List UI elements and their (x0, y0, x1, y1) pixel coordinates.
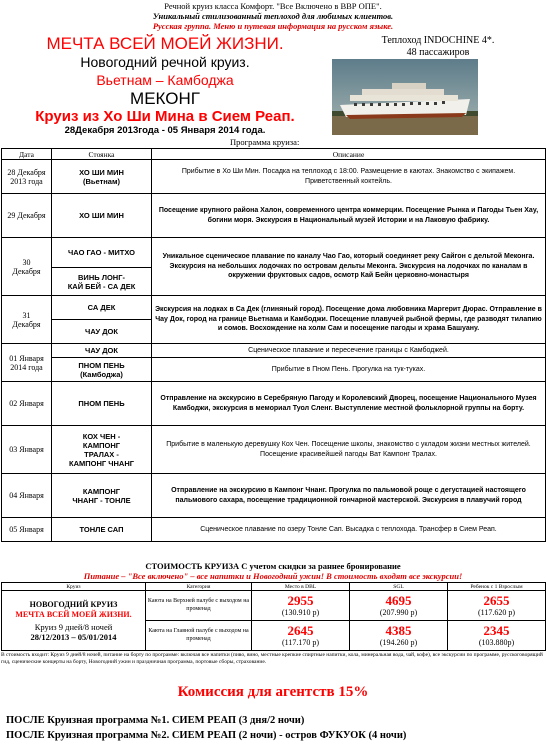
row-stop: ХО ШИ МИН (Вьетнам) (52, 160, 152, 194)
cabin-main: Каюта на Главной палубе с выходом на променад (146, 621, 252, 651)
row-stop: ВИНЬ ЛОНГ- КАЙ БЕЙ - СА ДЕК (52, 268, 152, 296)
cruise-dates: 28Декабря 2013года - 05 Января 2014 года. (64, 125, 266, 136)
table-row (2, 518, 546, 542)
table-row (2, 474, 546, 518)
row-date: 30 Декабря (2, 238, 52, 296)
row-desc: Сценическое плавание и пересечение границы с Камбоджей. (152, 344, 546, 358)
program-table (1, 148, 546, 542)
row-stop: ПНОМ ПЕНЬ (Камбоджа) (52, 358, 152, 382)
cruise-period: 28/12/2013 – 05/01/2014 (30, 631, 117, 642)
row-desc: Отправление на экскурсию в Серебряную Пагоду и Королевский Дворец, посещение Национального Музея Камбоджи, экскурсия в мемориал Туол Сленг. Выступление местной фольклорной группы на борту. (152, 382, 546, 426)
row-desc: Посещение крупного района Халон, современного центра коммерции. Посещение Рынка и Пагоды Тьен Хау, богини моря. Экскурсия в Национальный музей Истории и на Лаковую фабрику. (152, 194, 546, 238)
price-usd: 4695 (385, 593, 412, 608)
price-child-upper (448, 591, 546, 621)
program-label: Программа круиза: (230, 137, 300, 147)
table-row (2, 426, 546, 474)
row-date: 05 Января (2, 518, 52, 542)
cruise-cell (2, 591, 146, 651)
row-desc: Отправление на экскурсию в Кампонг Чнанг. Прогулка по пальмовой роще с дегустацией настоящего пальмового сахара, посещение традиционной гончарной мастерской. Экскурсия в плавучий город (152, 474, 546, 518)
price-rub: (103.880р) (478, 638, 515, 647)
row-date: 29 Декабря (2, 194, 52, 238)
row-stop: СА ДЕК (52, 296, 152, 320)
col-stop: Стоянка (52, 149, 152, 160)
price-sgl-main (350, 621, 448, 651)
cabin-upper: Каюта на Верхней палубе с выходом на променад (146, 591, 252, 621)
row-desc: Экскурсия на лодках в Са Дек (глиняный город). Посещение дома любовника Маргерит Дюрас. Отправление в Чау Док, город на границе Вьетнама и Камбоджи. Посещение плавучей рыбной фермы, где разводят тилапию и сомов. Восхождение на холм Сам и посещение пагоды и храма Башуану. (152, 296, 546, 344)
title-countries: Вьетнам – Камбоджа (96, 72, 234, 88)
row-stop: ПНОМ ПЕНЬ (52, 382, 152, 426)
price-header-row (2, 583, 546, 591)
post-program-2: ПОСЛЕ Круизная программа №2. СИЕМ РЕАП (2 ночи) - остров ФУКУОК (4 ночи) (6, 730, 407, 741)
price-usd: 2645 (287, 623, 314, 638)
price-usd: 2655 (483, 593, 510, 608)
row-stop: ЧАУ ДОК (52, 320, 152, 344)
row-date: 01 Января 2014 года (2, 344, 52, 382)
cost-title: СТОИМОСТЬ КРУИЗА С учетом скидки за раннее бронирование (145, 561, 401, 571)
program-header-row (2, 149, 546, 160)
row-stop: ЧАО ГАО - МИТХО (52, 238, 152, 268)
table-row (2, 160, 546, 194)
cruise-name: НОВОГОДНИЙ КРУИЗ (29, 599, 118, 609)
price-dbl-main (252, 621, 350, 651)
row-desc: Прибытие в Пном Пень. Прогулка на тук-туках. (152, 358, 546, 382)
col-cruise: Круиз (2, 583, 146, 591)
row-stop: КОХ ЧЕН - КАМПОНГ ТРАЛАХ - КАМПОНГ ЧНАНГ (52, 426, 152, 474)
table-row (2, 382, 546, 426)
price-dbl-upper (252, 591, 350, 621)
col-date: Дата (2, 149, 52, 160)
col-cabin: Категория (146, 583, 252, 591)
title-mekong: МЕКОНГ (130, 89, 200, 108)
price-row (2, 591, 546, 621)
fine-print: В стоимость входит: Круиз 9 дней/8 ночей, питание на борту по программе: включая все напитки (пиво, вино, местные крепкие спиртные напитки, кола, минеральная вода, чай, кофе), все экскурсии по программе, русскоговорящий гид, сценические концерты на борту, Новогодний ужин и праздничная программа, портовые сборы, страхование. (1, 652, 543, 665)
table-row (2, 358, 546, 382)
col-sgl: SGL (350, 583, 448, 591)
price-rub: (194.260 р) (379, 638, 418, 647)
row-date: 31 Декабря (2, 296, 52, 344)
row-stop: КАМПОНГ ЧНАНГ - ТОНЛЕ (52, 474, 152, 518)
row-stop: ТОНЛЕ САП (52, 518, 152, 542)
col-child: Ребенок с 1 Взрослым (448, 583, 546, 591)
table-row (2, 194, 546, 238)
price-rub: (117.170 р) (281, 638, 320, 647)
ship-photo (332, 59, 478, 135)
header-line-2: Уникальный стилизованный теплоход для любимых клиентов. (152, 11, 394, 21)
row-date: 04 Января (2, 474, 52, 518)
row-desc: Сценическое плавание по озеру Тонле Сап. Высадка с теплохода. Трансфер в Сием Реап. (152, 518, 546, 542)
price-usd: 4385 (385, 623, 412, 638)
header-line-3: Русская группа. Меню и путевая информация на русском языке. (152, 21, 394, 31)
header-line-1: Речной круиз класса Комфорт. "Все Включено в ВВР ОПЕ". (164, 1, 382, 11)
ship-name: Теплоход INDOCHINE 4*. (381, 35, 495, 46)
table-row (2, 344, 546, 358)
ship-capacity: 48 пассажиров (406, 47, 470, 58)
title-new-year: Новогодний речной круиз. (80, 54, 250, 70)
price-rub: (117.620 р) (477, 608, 516, 617)
title-dream: МЕЧТА ВСЕЙ МОЕЙ ЖИЗНИ. (46, 34, 284, 53)
price-sgl-upper (350, 591, 448, 621)
title-route: Круиз из Хо Ши Мина в Сием Реап. (35, 108, 295, 125)
agency-commission: Комиссия для агентств 15% (177, 684, 369, 700)
row-desc: Прибытие в Хо Ши Мин. Посадка на теплоход с 18:00. Размещение в каютах. Знакомство с экипажем. Приветственный коктейль. (152, 160, 546, 194)
row-desc: Уникальное сценическое плавание по каналу Чао Гао, который соединяет реку Сайгон с дельтой Меконга. Экскурсия на небольших лодочках по островам дельты Меконга. Экскурсия на лодочках по каналам в окружении фруктовых садов, осмотр Кай Бейн церковно-монастыря (152, 238, 546, 296)
price-usd: 2955 (287, 593, 314, 608)
table-row (2, 238, 546, 268)
row-date: 28 Декабря 2013 года (2, 160, 52, 194)
price-child-main (448, 621, 546, 651)
row-stop: ЧАУ ДОК (52, 344, 152, 358)
price-table (1, 582, 546, 651)
cruise-length: Круиз 9 дней/8 ночей (34, 621, 113, 632)
row-date: 02 Января (2, 382, 52, 426)
price-rub: (207.990 р) (379, 608, 418, 617)
post-program-1: ПОСЛЕ Круизная программа №1. СИЕМ РЕАП (3 дня/2 ночи) (6, 715, 305, 726)
price-usd: 2345 (483, 623, 510, 638)
cost-subtitle: Питание – "Все включено" – все напитки и Новогодний ужин! В стоимость входят все экскурсии! (83, 571, 463, 581)
price-rub: (130.910 р) (281, 608, 320, 617)
table-row (2, 296, 546, 320)
col-dbl: Место в DBL (252, 583, 350, 591)
row-date: 03 Января (2, 426, 52, 474)
col-desc: Описание (152, 149, 546, 160)
cruise-dream: МЕЧТА ВСЕЙ МОЕЙ ЖИЗНИ. (15, 609, 132, 619)
row-stop: ХО ШИ МИН (52, 194, 152, 238)
row-desc: Прибытие в маленькую деревушку Кох Чен. Посещение школы, знакомство с укладом жизни местных жителей. Посещение красивейшей пагоды Ват Кампонг Тралах. (152, 426, 546, 474)
